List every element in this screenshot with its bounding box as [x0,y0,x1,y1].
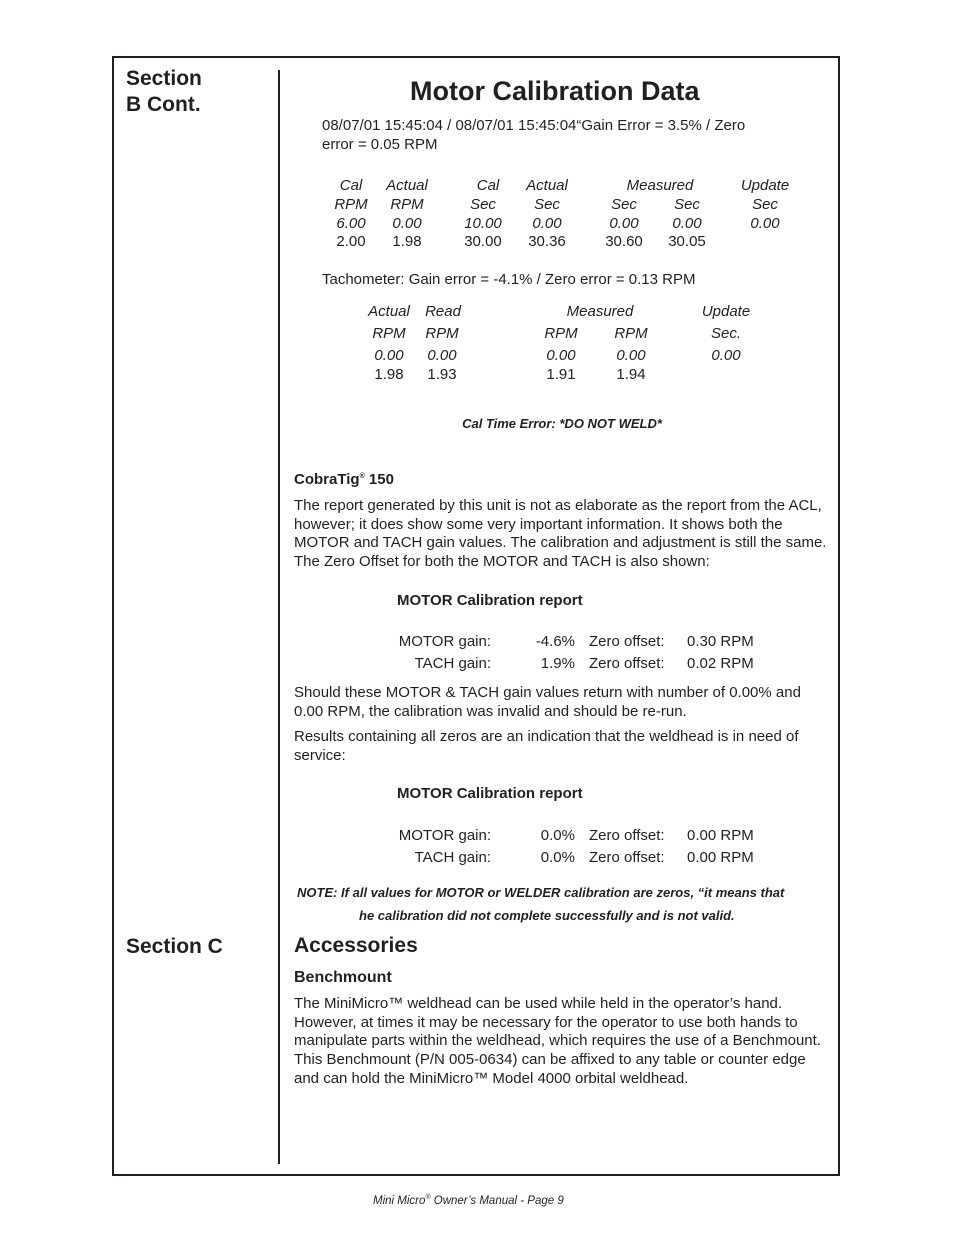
invalid-calibration-paragraph: Should these MOTOR & TACH gain values return with number of 0.00% and 0.00 RPM, the calibration was invalid and should be re-run. [294,684,801,720]
section-b-line2: B Cont. [126,93,201,116]
table-header: Cal [476,177,500,194]
table-cell: 0.00 [672,215,702,232]
table-header: Sec [611,196,637,213]
page-title: Motor Calibration Data [410,76,700,106]
table-cell: 1.93 [427,366,457,383]
tachometer-summary: Tachometer: Gain error = -4.1% / Zero error = 0.13 RPM [322,271,696,288]
table-cell: 0.00 [609,215,639,232]
table-cell: 10.00 [464,215,502,232]
accessories-heading: Accessories [294,934,418,957]
footer-page-label: Owner’s Manual - Page 9 [430,1195,564,1207]
table-header: RPM [425,325,459,342]
table-header: RPM [372,325,406,342]
table-header: RPM [614,325,648,342]
table-header: Sec [534,196,560,213]
table-header: Update [740,177,790,194]
page-footer [373,1195,564,1207]
zero-offset-value: 0.30 RPM [687,633,754,650]
table-cell: 0.00 [427,347,457,364]
gain-value: -4.6% [535,633,575,650]
gain-value: 0.0% [540,849,575,866]
table-header: RPM [334,196,368,213]
calibration-timestamp-line2: error = 0.05 RPM [322,136,438,153]
zero-offset-label: Zero offset: [589,633,665,650]
table-header: Sec. [710,325,741,342]
table-cell: 0.00 [546,347,576,364]
table-cell: 30.05 [668,233,706,250]
cobratig-heading [294,471,394,488]
report-title: MOTOR Calibration report [397,785,583,802]
gain-label: TACH gain: [414,849,491,866]
table-header: Actual [526,177,568,194]
table-cell: 1.91 [546,366,576,383]
table-header: Measured [566,303,634,320]
table-cell: 0.00 [750,215,780,232]
registered-mark: ® [425,1194,431,1202]
cobratig-paragraph: The report generated by this unit is not as elaborate as the report from the ACL, however; it does show some very important information. It shows both the MOTOR and TACH gain values. The calibration and adjustment is still the same. The Zero Offset for both the MOTOR and TACH is also shown: [294,497,827,571]
table-cell: 1.94 [616,366,646,383]
table-cell: 0.00 [616,347,646,364]
zero-offset-label: Zero offset: [589,827,665,844]
table-header: Actual [368,303,410,320]
cobratig-name: CobraTig [294,471,360,488]
all-zeros-paragraph: Results containing all zeros are an indication that the weldhead is in need of service: [294,728,799,764]
table-cell: 1.98 [392,233,422,250]
table-cell: 0.00 [532,215,562,232]
cobratig-model: 150 [364,471,394,488]
gain-label: MOTOR gain: [398,827,491,844]
note-line2: he calibration did not complete successfully and is not valid. [359,908,735,923]
calibration-timestamp-line1: 08/07/01 15:45:04 / 08/07/01 15:45:04“Gain Error = 3.5% / Zero [322,117,746,134]
gain-value: 0.0% [540,827,575,844]
zero-offset-label: Zero offset: [589,849,665,866]
table-header: Cal [339,177,363,194]
gain-label: MOTOR gain: [398,633,491,650]
zero-offset-value: 0.02 RPM [687,655,754,672]
table-cell: 6.00 [336,215,366,232]
table-cell: 2.00 [336,233,366,250]
table-header: RPM [544,325,578,342]
report-title: MOTOR Calibration report [397,592,583,609]
table-header: RPM [390,196,424,213]
benchmount-heading: Benchmount [294,969,392,986]
note-line1: NOTE: If all values for MOTOR or WELDER calibration are zeros, “it means that [297,885,785,900]
table-cell: 30.36 [528,233,566,250]
registered-mark: ® [359,473,365,480]
table-header: Sec [752,196,778,213]
table-header: Actual [386,177,428,194]
table-header: Measured [626,177,694,194]
table-header: Sec [674,196,700,213]
gain-label: TACH gain: [414,655,491,672]
section-b-line1: Section [126,67,202,90]
zero-offset-label: Zero offset: [589,655,665,672]
table-cell: 30.00 [464,233,502,250]
benchmount-paragraph: The MiniMicro™ weldhead can be used while held in the operator’s hand. However, at times it may be necessary for the operator to use both hands to manipulate parts within the weldhead, which requires the use of a Benchmount. This Benchmount (P/N 005-0634) can be affixed to any table or counter edge and can hold the MiniMicro™ Model 4000 orbital weldhead. [294,995,821,1087]
table-header: Sec [470,196,496,213]
table-header: Update [701,303,751,320]
section-c-heading: Section C [126,935,223,958]
zero-offset-value: 0.00 RPM [687,827,754,844]
gain-value: 1.9% [540,655,575,672]
table-cell: 1.98 [374,366,404,383]
table-cell: 0.00 [711,347,741,364]
section-b-heading [126,66,202,118]
footer-product: Mini Micro [373,1195,426,1207]
table-cell: 30.60 [605,233,643,250]
cal-time-error: Cal Time Error: *DO NOT WELD* [462,416,662,431]
column-divider [278,70,280,1164]
table-cell: 0.00 [374,347,404,364]
table-cell: 0.00 [392,215,422,232]
zero-offset-value: 0.00 RPM [687,849,754,866]
table-header: Read [425,303,461,320]
